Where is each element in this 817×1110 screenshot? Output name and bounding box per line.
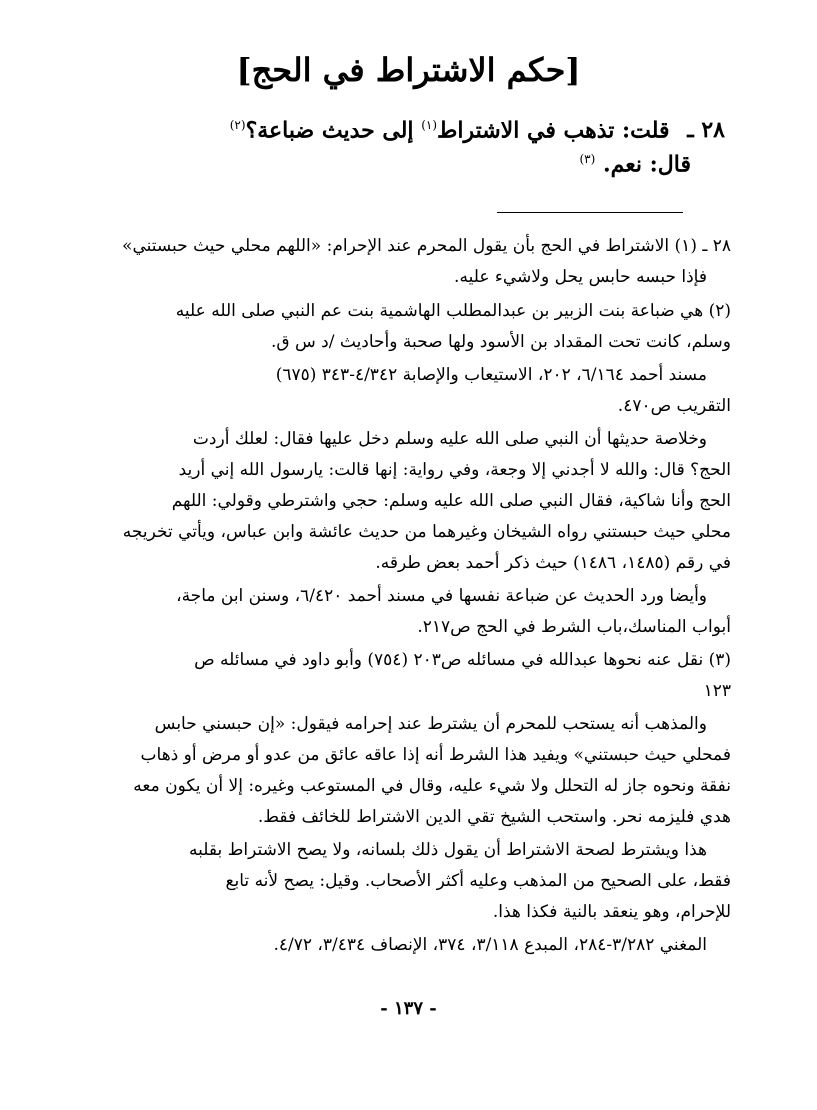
footnote-line: في رقم (١٤٨٥، ١٤٨٦) حيث ذكر أحمد بعض طرقه. <box>375 553 731 573</box>
footnote-line: وخلاصة حديثها أن النبي صلى الله عليه وسلم دخل عليها فقال: لعلك أردت <box>192 429 707 449</box>
footnote-line: المغني ٣/٢٨٢-٢٨٤، المبدع ٣/١١٨، ٣٧٤، الإنصاف ٣/٤٣٤، ٤/٧٢. <box>273 935 707 955</box>
answer-text: قال: نعم. <box>602 151 691 178</box>
question-text-2: إلى حديث ضباعة؟ <box>245 117 422 144</box>
footnote-line: الحج؟ قال: والله لا أجدني إلا وجعة، وفي رواية: إنها قالت: يارسول الله إني أريد <box>178 460 731 480</box>
footnote-line: الحج وأنا شاكية، فقال النبي صلى الله عليه وسلم: حجي واشترطي وقولي: اللهم <box>171 491 731 511</box>
footnote-line: (٢) هي ضباعة بنت الزبير بن عبدالمطلب الهاشمية بنت عم النبي صلى الله عليه <box>175 301 731 321</box>
footnote-ref-3: (٣) <box>579 152 596 166</box>
question-text: قلت: تذهب في الاشتراط <box>437 117 670 144</box>
footnote-line: فمحلي حيث حبستني» ويفيد هذا الشرط أنه إذا عاقه عائق من عدو أو مرض أو ذهاب <box>140 745 731 765</box>
footnote-divider <box>497 212 683 213</box>
footnote-ref-1: (١) <box>421 118 438 132</box>
footnote-line: (٣) نقل عنه نحوها عبدالله في مسائله ص٢٠٣ (٧٥٤) وأبو داود في مسائله ص <box>194 650 731 670</box>
footnote-line: والمذهب أنه يستحب للمحرم أن يشترط عند إحرامه فيقول: «إن حبسني حابس <box>154 714 707 734</box>
footnote-line: نفقة ونحوه جاز له التحلل ولا شيء عليه، وقال في المستوعب وغيره: إلا أن يكون معه <box>133 776 731 796</box>
footnote-line: التقريب ص٤٧٠. <box>617 396 731 416</box>
footnote-line: هذا ويشترط لصحة الاشتراط أن يقول ذلك بلسانه، ولا يصح الاشتراط بقلبه <box>189 840 707 860</box>
footnote-line: أبواب المناسك،باب الشرط في الحج ص٢١٧. <box>417 617 731 637</box>
footnote-ref-2: (٢) <box>229 118 246 132</box>
footnote-line: وسلم، كانت تحت المقداد بن الأسود ولها صحبة وأحاديث /د س ق. <box>271 332 731 352</box>
footnote-line: وأيضا ورد الحديث عن ضباعة نفسها في مسند أحمد ٦/٤٢٠، وسنن ابن ماجة، <box>176 586 707 606</box>
footnote-line: مسند أحمد ٦/١٦٤، ٢٠٢، الاستيعاب والإصابة ٤/٣٤٢-٣٤٣ (٦٧٥) <box>275 365 707 385</box>
footnote-line: للإحرام، وهو ينعقد بالنية فكذا هذا. <box>492 902 731 922</box>
page-number: - ١٣٧ - <box>380 998 437 1019</box>
footnote-line: فقط، على الصحيح من المذهب وعليه أكثر الأصحاب. وقيل: يصح لأنه تابع <box>225 871 731 891</box>
footnote-line: ١٢٣ <box>703 681 731 701</box>
footnote-line: فإذا حبسه حابس يحل ولاشيء عليه. <box>454 267 707 287</box>
question-number: ٢٨ ـ <box>687 117 725 144</box>
answer-line <box>41 142 691 181</box>
footnote-line: هدي فليزمه نحر. واستحب الشيخ تقي الدين الاشتراط للخائف فقط. <box>257 807 731 827</box>
footnote-line: محلي حيث حبستني رواه الشيخان وغيرهما من حديث عائشة وابن عباس، ويأتي تخريجه <box>122 522 731 542</box>
section-title: [حكم الاشتراط في الحج] <box>236 51 581 89</box>
footnote-line: ٢٨ ـ (١) الاشتراط في الحج بأن يقول المحرم عند الإحرام: «اللهم محلي حيث حبستني» <box>122 236 731 256</box>
